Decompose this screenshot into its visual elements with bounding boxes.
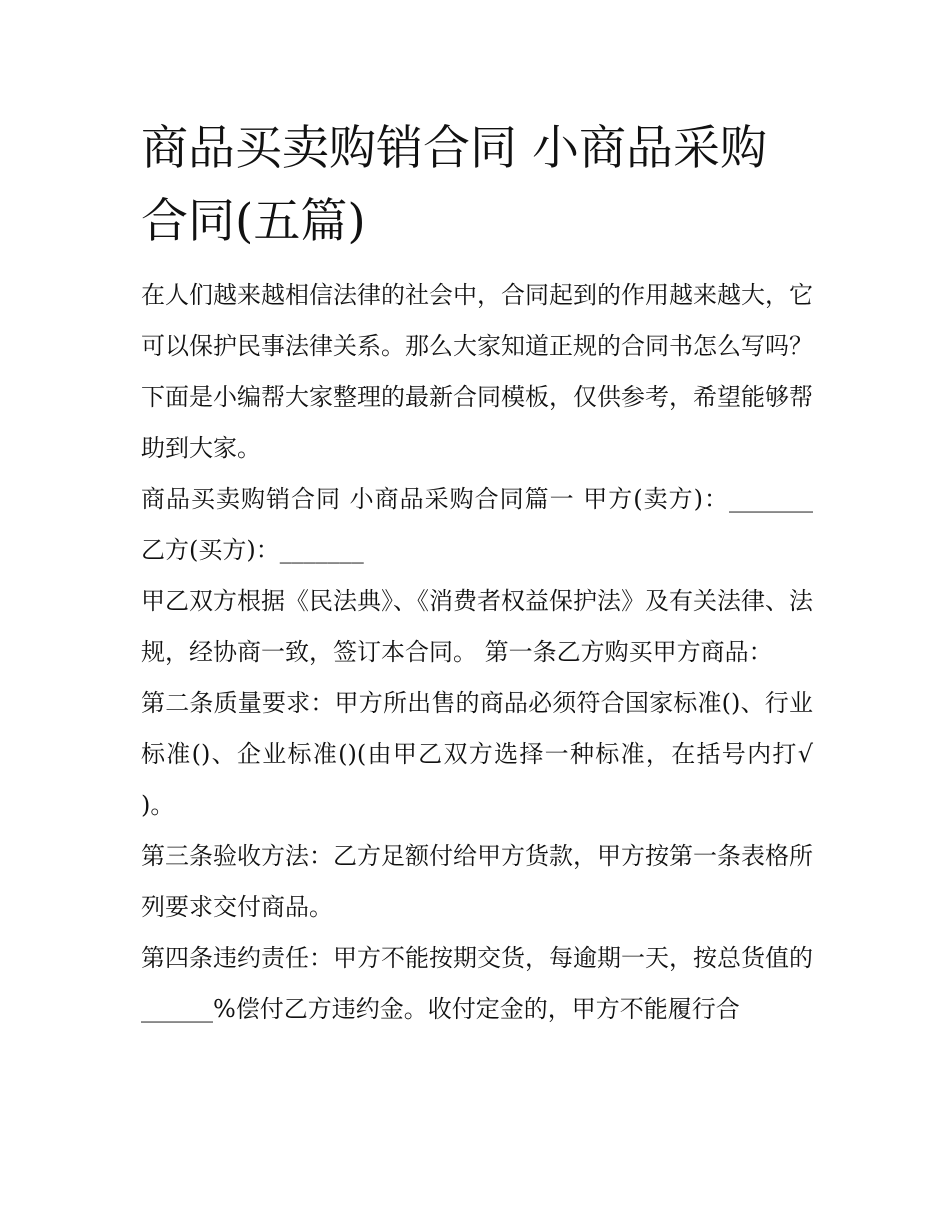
- article-two-paragraph: 第二条质量要求：甲方所出售的商品必须符合国家标准()、行业标准()、企业标准()(由甲乙双方选择一种标准，在括号内打√ )。: [141, 689, 813, 819]
- article-three-paragraph: 第三条验收方法：乙方足额付给甲方货款，甲方按第一条表格所列要求交付商品。: [141, 842, 813, 921]
- document-body: [141, 112, 813, 1035]
- article-four-paragraph: 第四条违约责任：甲方不能按期交货，每逾期一天，按总货值的______%偿付乙方违约金。收付定金的，甲方不能履行合: [141, 944, 813, 1023]
- document-title: 商品买卖购销合同 小商品采购合同(五篇): [141, 121, 767, 249]
- contract-parties-paragraph: 商品买卖购销合同 小商品采购合同篇一 甲方(卖方)：_______ 乙方(买方)：_______: [141, 485, 813, 564]
- intro-paragraph: 在人们越来越相信法律的社会中，合同起到的作用越来越大，它可以保护民事法律关系。那么大家知道正规的合同书怎么写吗？下面是小编帮大家整理的最新合同模板，仅供参考，希望能够帮助到大家。: [141, 281, 813, 462]
- article-one-paragraph: 甲乙双方根据《民法典》、《消费者权益保护法》及有关法律、法规，经协商一致，签订本合同。 第一条乙方购买甲方商品：: [141, 587, 813, 666]
